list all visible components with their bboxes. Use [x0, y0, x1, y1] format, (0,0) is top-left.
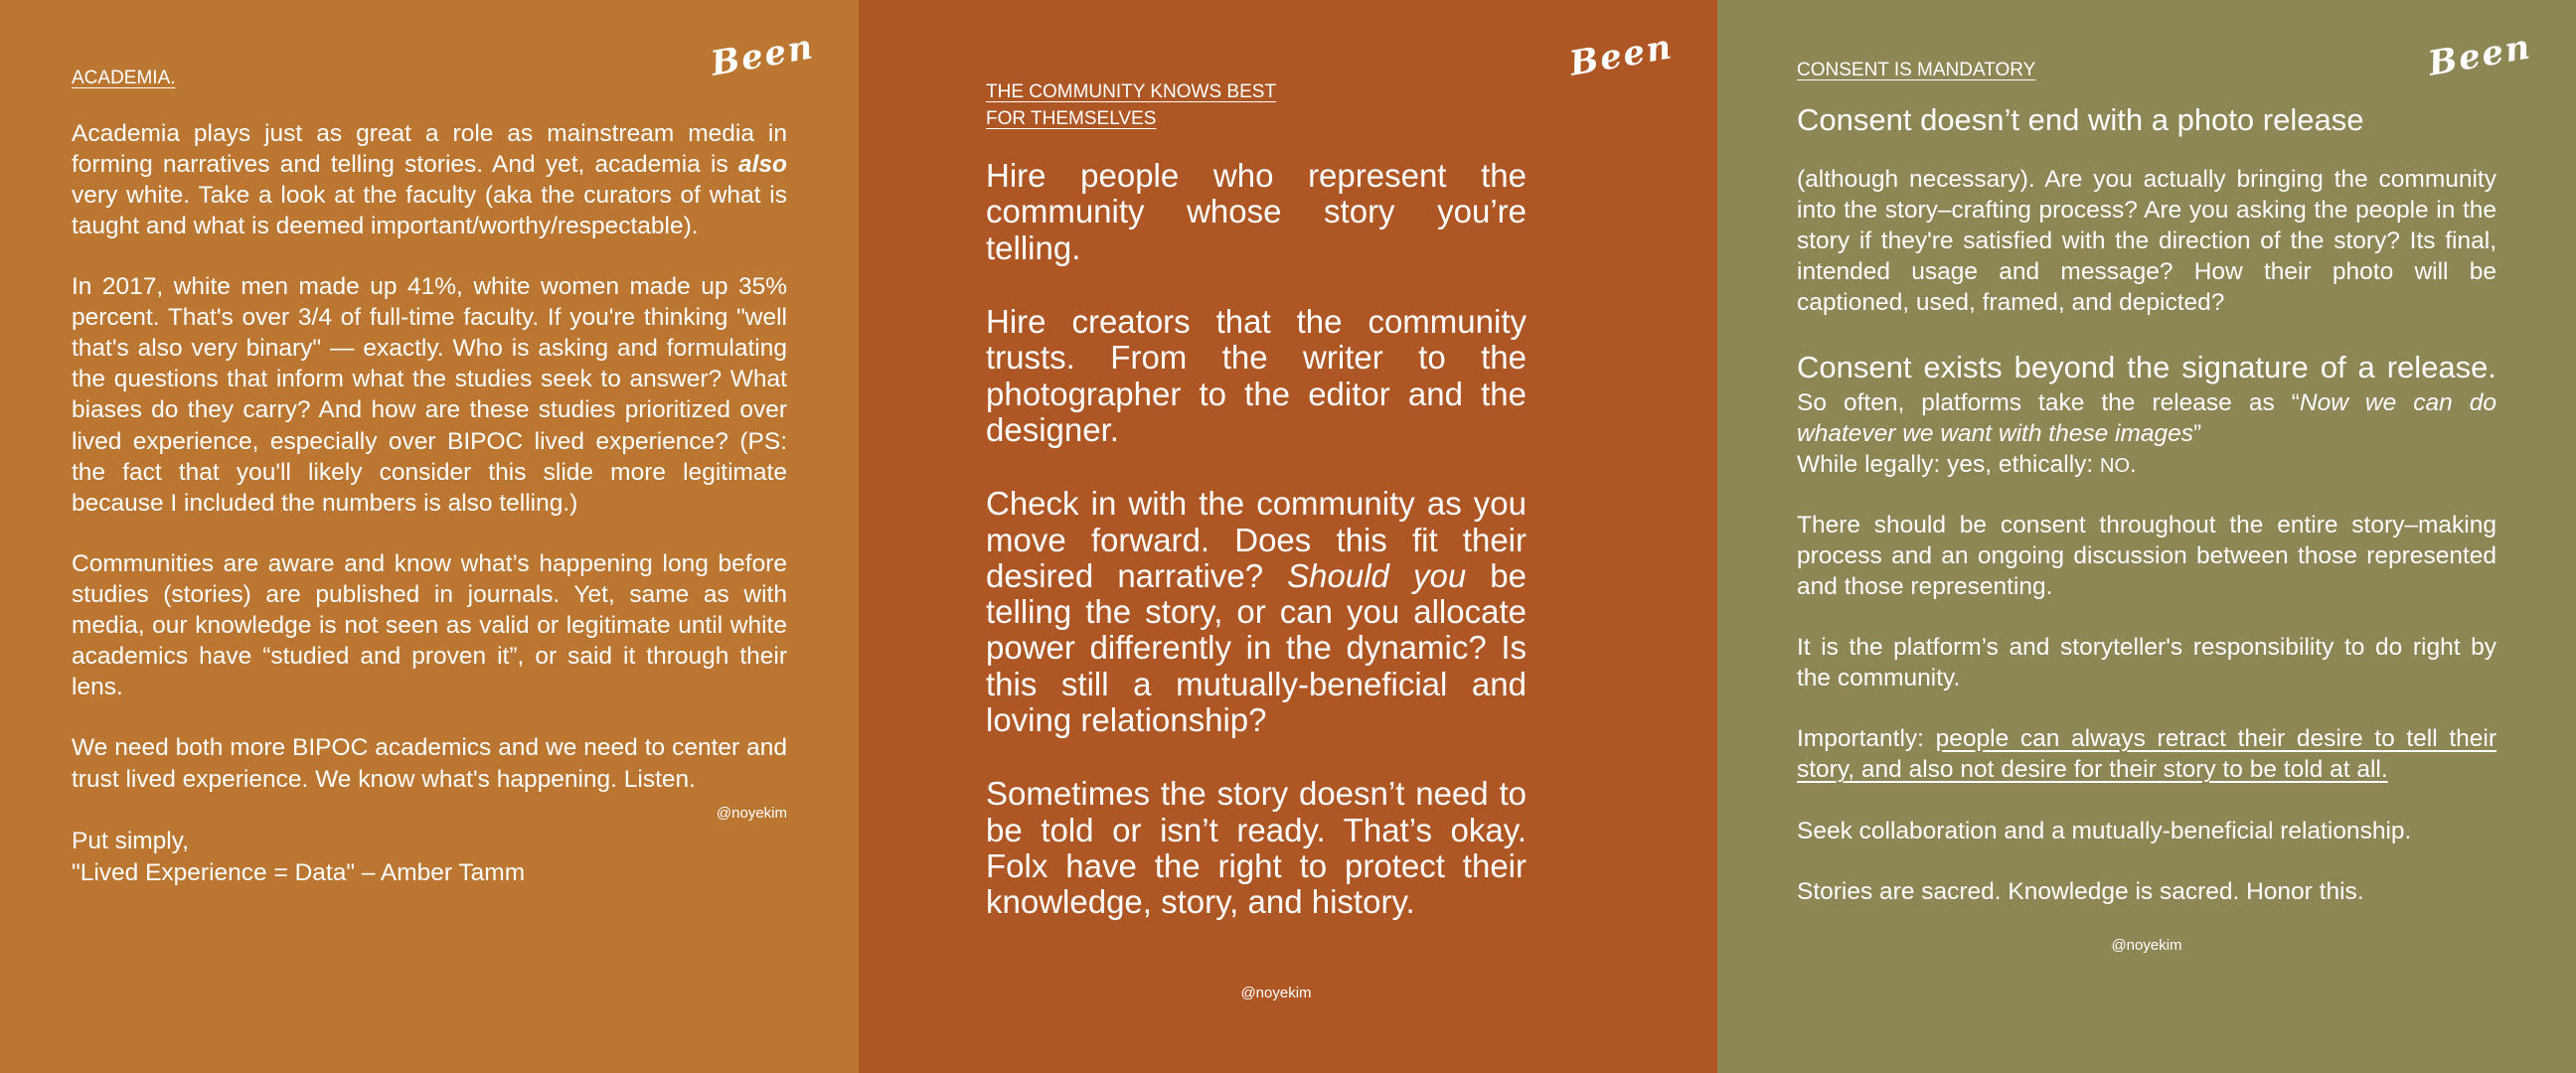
emphasis-text: also — [737, 150, 787, 178]
paragraph-3 — [986, 486, 1527, 738]
heading-line-2: FOR THEMSELVES — [986, 107, 1157, 129]
paragraph-3: There should be consent throughout the entire story–making process and an ongoing discussion between those represented and those representing. — [1797, 511, 2496, 601]
paragraph-3: Communities are aware and know what’s happening long before studies (stories) are published in journals. Yet, same as with media, our knowledge is not seen as valid or legitimate until white academics have “studied and proven it”, or said it through their lens. — [72, 549, 787, 701]
panel-body — [72, 118, 787, 795]
closing-quote — [72, 826, 787, 889]
paragraph-6: Seek collaboration and a mutually-beneficial relationship. — [1797, 817, 2412, 844]
text-span: So often, platforms take the release as “ — [1797, 388, 2300, 416]
panel-heading: CONSENT IS MANDATORY — [1797, 60, 2036, 80]
text-span: Academia plays just as great a role as mainstream media in forming narratives and telling stories. And yet, academia is — [72, 119, 787, 178]
panel-heading: ACADEMIA. — [72, 68, 176, 88]
paragraph-2: In 2017, white men made up 41%, white women made up 35% percent. That's over 3/4 of full-time faculty. If you're thinking "well that's also very binary" — exactly. Who is asking and formulating the questions that inform what the studies seek to answer? What biases do they carry? And how are these studies prioritized over lived experience, especially over BIPOC lived experience? (PS: the fact that you'll likely consider this slide more legitimate because I included the numbers is also telling.) — [72, 273, 787, 517]
paragraph-4: It is the platform’s and storyteller's responsibility to do right by the community. — [1797, 634, 2496, 692]
text-span: Importantly: — [1797, 725, 1936, 753]
emphasis-text: Should you — [1287, 556, 1467, 594]
paragraph-7: Stories are sacred. Knowledge is sacred. Honor this. — [1797, 877, 2364, 905]
paragraph-2 — [1797, 348, 2496, 480]
large-text: Consent exists beyond the signature of a release. — [1797, 350, 2496, 385]
panel-community — [859, 0, 1717, 1073]
brand-logo: Been — [1566, 27, 1677, 84]
paragraph-4: We need both more BIPOC academics and we need to center and trust lived experience. We know what's happening. Listen. — [72, 734, 787, 793]
emphasis-text: Now we can do whatever we want with these images — [1797, 388, 2496, 447]
panel-body — [986, 158, 1527, 920]
paragraph-1 — [72, 118, 787, 241]
panel-heading — [986, 79, 1527, 132]
panel-body — [1797, 164, 2496, 907]
text-span: be telling the story, or can you allocate power differently in the dynamic? Is this still a mutually-beneficial and loving relationship? — [986, 556, 1527, 739]
paragraph-1: (although necessary). Are you actually bringing the community into the story–crafting process? Are you asking the people in the story if they're satisfied with the direction of the story? Its final, intended usage and message? How their photo will be captioned, used, framed, and depicted? — [1797, 165, 2496, 317]
panel-consent — [1717, 0, 2576, 1073]
author-handle: @noyekim — [1240, 984, 1312, 1001]
underlined-text: people can always retract their desire to tell their story, and also not desire for their story to be told at all. — [1797, 725, 2496, 784]
closing-line-1: Put simply, — [72, 827, 189, 854]
brand-logo: Been — [708, 27, 818, 84]
closing-line-2: "Lived Experience = Data" – Amber Tamm — [72, 858, 526, 886]
text-span: ” — [2193, 419, 2202, 447]
panel-academia — [0, 0, 859, 1073]
text-span: Check in with the community as you move forward. Does this fit their desired narrative? — [986, 485, 1527, 594]
paragraph-5 — [1797, 723, 2496, 785]
paragraph-4: Sometimes the story doesn’t need to be told or isn’t ready. That’s okay. Folx have the right to protect their knowledge, story, and history. — [986, 775, 1527, 921]
author-handle: @noyekim — [716, 804, 787, 822]
no-text: NO — [2100, 454, 2131, 477]
text-span: While legally: yes, ethically: — [1797, 450, 2101, 478]
paragraph-2: Hire creators that the community trusts. From the writer to the photographer to the editor and the designer. — [986, 303, 1527, 448]
lead-text: Consent doesn’t end with a photo release — [1797, 101, 2364, 137]
text-span: . — [2130, 450, 2137, 478]
author-handle: @noyekim — [2111, 936, 2182, 954]
paragraph-1: Hire people who represent the community whose story you’re telling. — [986, 157, 1527, 266]
text-span: very white. Take a look at the faculty (aka the curators of what is taught and what is deemed important/worthy/respectable). — [72, 181, 787, 239]
heading-line-1: THE COMMUNITY KNOWS BEST — [986, 81, 1277, 102]
brand-logo: Been — [2425, 27, 2535, 84]
